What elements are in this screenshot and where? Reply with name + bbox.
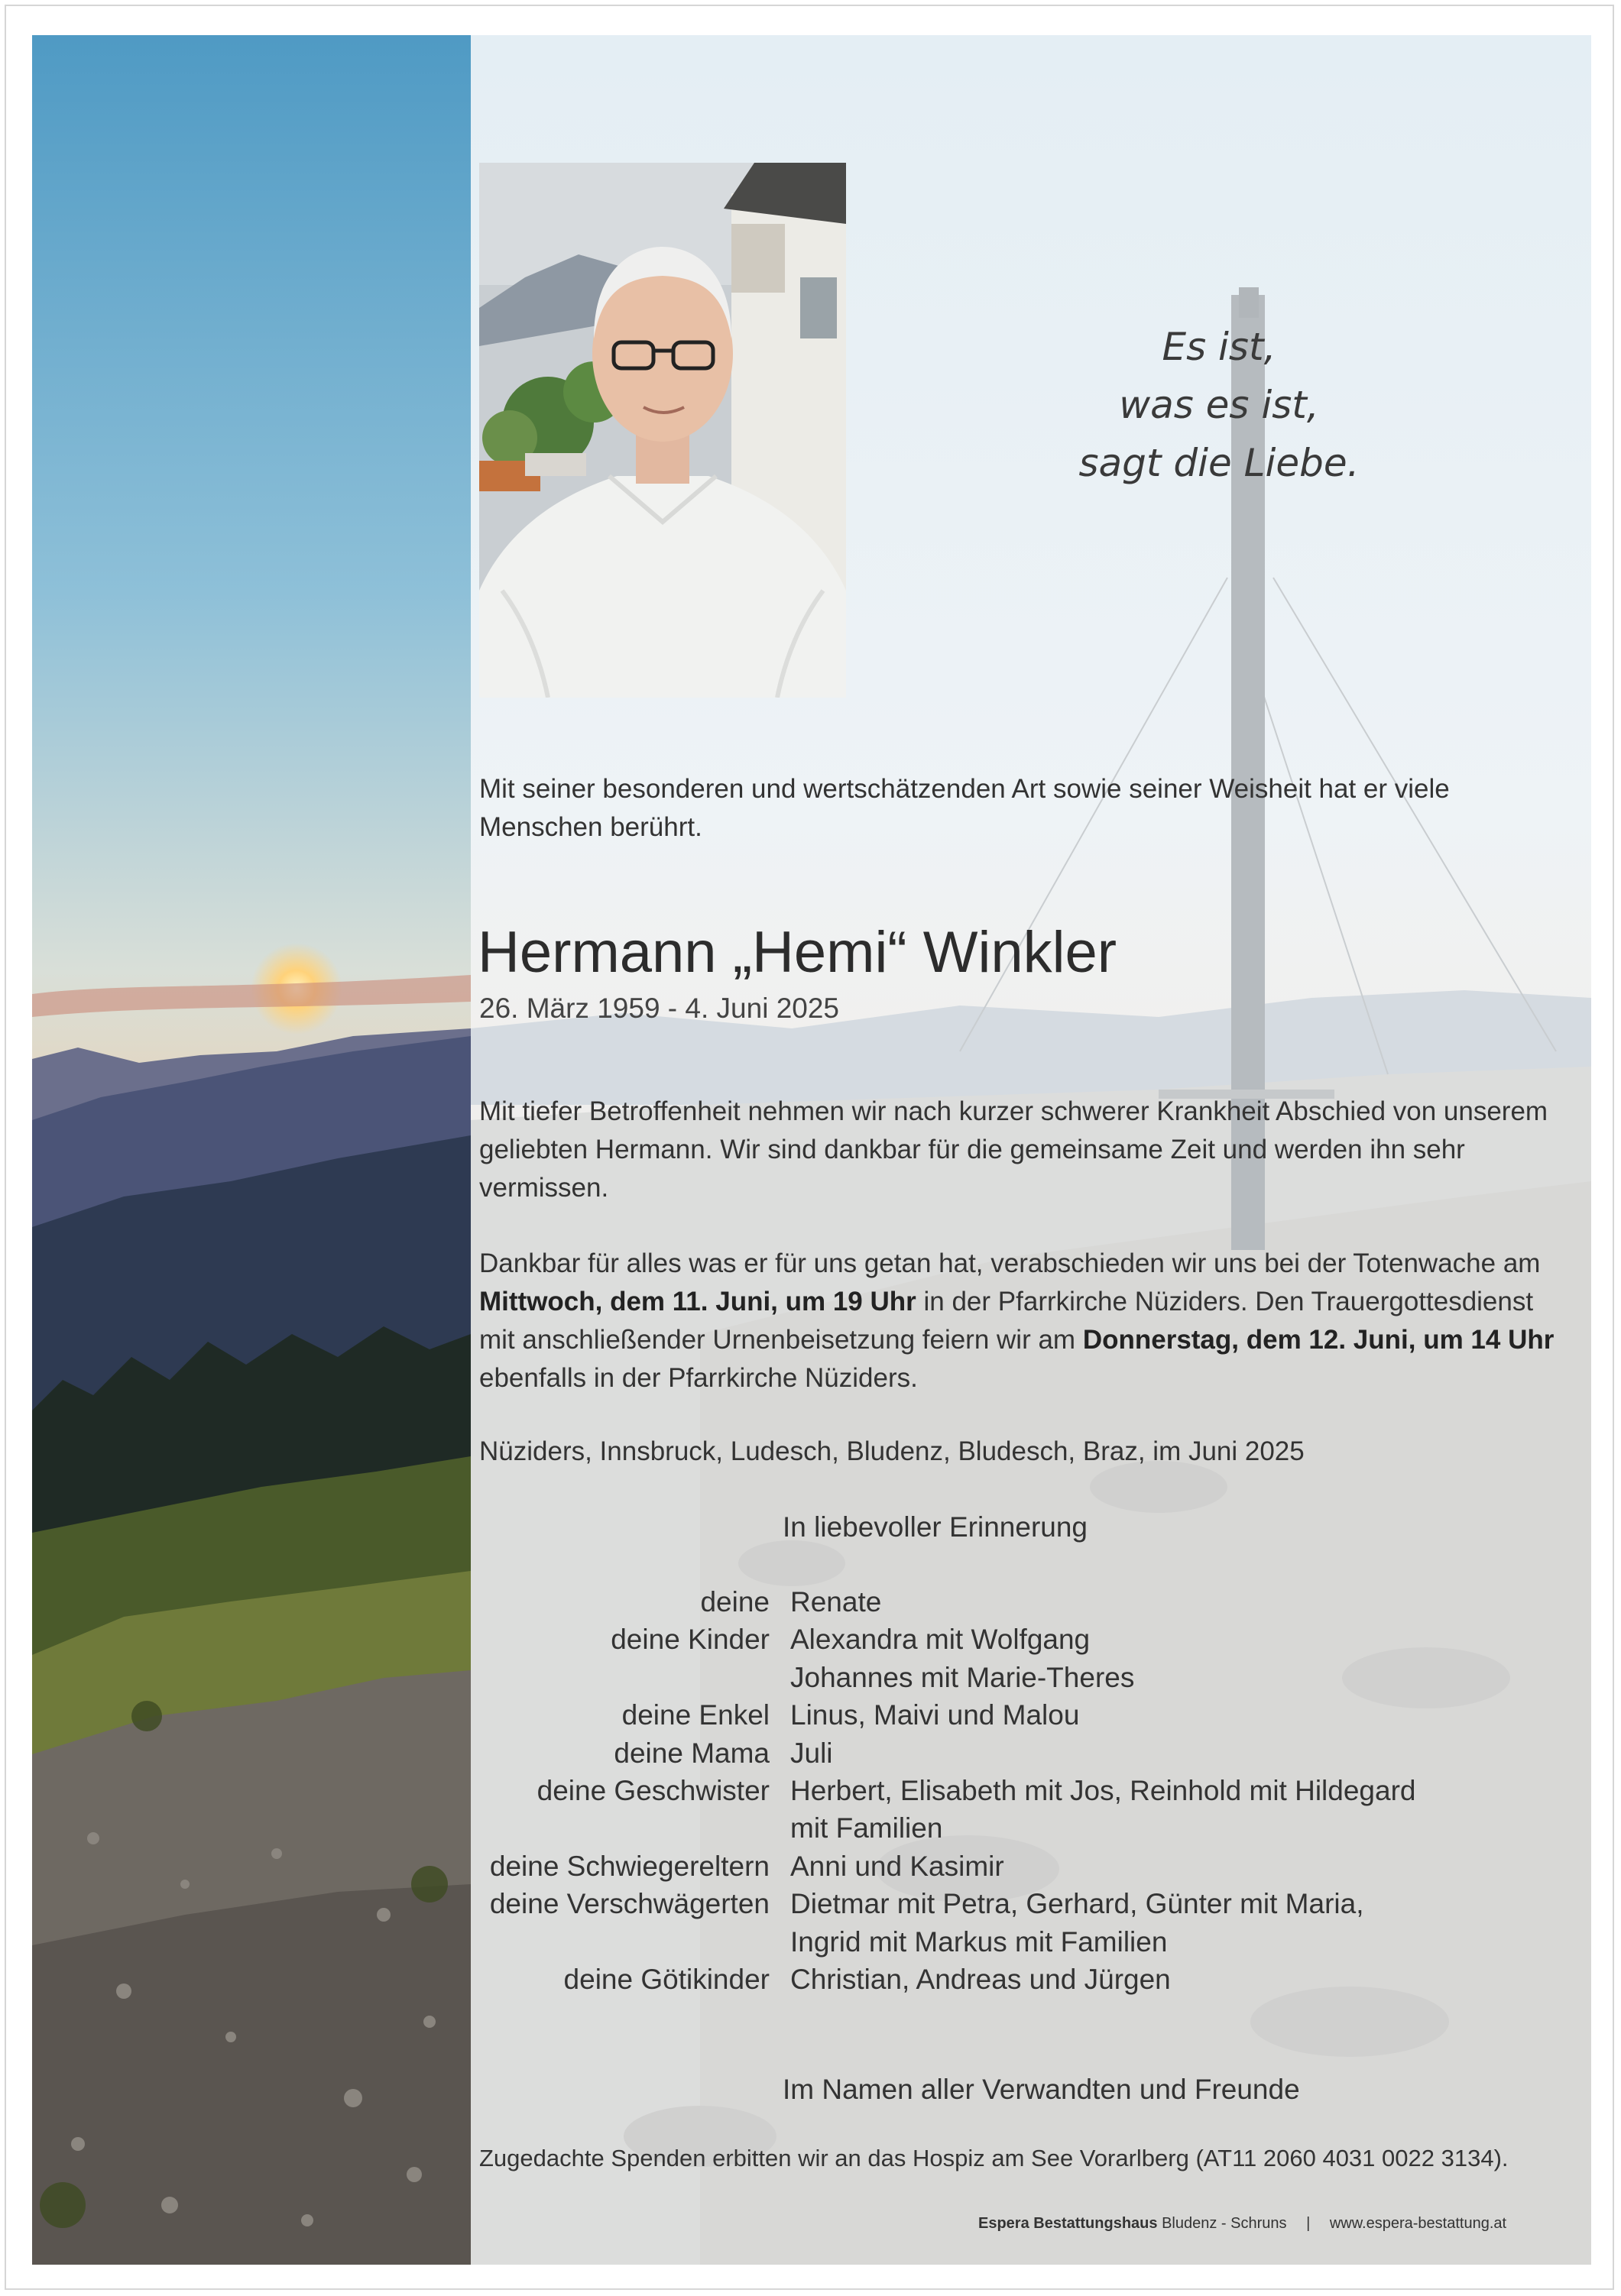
family-name-line: Johannes mit Marie-Theres (790, 1661, 1135, 1693)
family-row (479, 1734, 1564, 1772)
family-relation: deine Mama (614, 1737, 770, 1769)
closing-line: Im Namen aller Verwandten und Freunde (783, 2074, 1300, 2105)
funeral-home-website[interactable]: www.espera-bestattung.at (1329, 2215, 1507, 2232)
places-and-date: Nüziders, Innsbruck, Ludesch, Bludenz, Bludesch, Braz, im Juni 2025 (479, 1436, 1305, 1466)
service-text: ebenfalls in der Pfarrkirche Nüziders. (479, 1363, 918, 1393)
announcement-paragraph: Mit tiefer Betroffenheit nehmen wir nach kurzer schwerer Krankheit Abschied von unserem geliebten Hermann. Wir sind dankbar für die gemeinsame Zeit und werden ihn sehr vermissen. (479, 1096, 1548, 1203)
family-relation: deine Verschwägerten (489, 1888, 770, 1920)
family-name-line: Alexandra mit Wolfgang (790, 1624, 1091, 1656)
sunset-landscape-image (32, 35, 471, 2265)
family-row (479, 1772, 1564, 1847)
remembrance-heading: In liebevoller Erinnerung (783, 1511, 1088, 1543)
life-dates: 26. März 1959 - 4. Juni 2025 (479, 993, 840, 1024)
family-row (479, 1583, 1564, 1621)
family-name-line: Anni und Kasimir (790, 1850, 1004, 1882)
family-names (790, 1847, 1564, 1885)
family-names (790, 1621, 1564, 1696)
portrait-photo (479, 163, 846, 698)
quote-line: Es ist, (1162, 325, 1276, 369)
quote-line: was es ist, (1119, 383, 1319, 427)
quote (944, 318, 1494, 492)
family-name-line: Herbert, Elisabeth mit Jos, Reinhold mit Hildegard (790, 1775, 1416, 1807)
family-names (790, 1885, 1564, 1961)
family-names (790, 1772, 1564, 1847)
family-relation: deine Geschwister (537, 1775, 770, 1807)
family-names (790, 1696, 1564, 1734)
family-row (479, 1885, 1564, 1961)
family-name-line: Dietmar mit Petra, Gerhard, Günter mit Maria, (790, 1888, 1364, 1920)
family-name-line: mit Familien (790, 1812, 943, 1844)
service-text: Dankbar für alles was er für uns getan hat, verabschieden wir uns bei der Totenwache am (479, 1248, 1541, 1278)
family-list (479, 1583, 1564, 1998)
family-row (479, 1847, 1564, 1885)
family-name-line: Christian, Andreas und Jürgen (790, 1964, 1171, 1996)
funeral-datetime: Donnerstag, dem 12. Juni, um 14 Uhr (1082, 1325, 1555, 1355)
deceased-name: Hermann „Hemi“ Winkler (478, 920, 1117, 985)
family-row (479, 1621, 1564, 1696)
donation-note: Zugedachte Spenden erbitten wir an das Hospiz am See Vorarlberg (AT11 2060 4031 0022 3134). (479, 2145, 1509, 2171)
service-text: in der Pfarrkirche Nüziders. Den Trauergottesdienst mit anschließender Urnenbeisetzung feiern wir am (479, 1287, 1534, 1355)
family-relation: deine Kinder (611, 1624, 770, 1656)
family-relation: deine Schwiegereltern (489, 1850, 770, 1882)
family-relation: deine Enkel (621, 1699, 770, 1731)
intro-text: Mit seiner besonderen und wertschätzenden Art sowie seiner Weisheit hat er viele Menschen berührt. (479, 774, 1450, 842)
service-details-paragraph (479, 1245, 1564, 1397)
quote-line: sagt die Liebe. (1078, 441, 1360, 485)
footer-separator: | (1306, 2215, 1311, 2232)
funeral-home-name: Espera Bestattungshaus (978, 2215, 1158, 2232)
family-name-line: Juli (790, 1737, 833, 1769)
family-name-line: Ingrid mit Markus mit Familien (790, 1925, 1168, 1958)
wake-datetime: Mittwoch, dem 11. Juni, um 19 Uhr (479, 1287, 916, 1316)
funeral-home-location: Bludenz - Schruns (1162, 2215, 1287, 2232)
family-names (790, 1734, 1564, 1772)
family-relation: deine Götikinder (563, 1964, 770, 1996)
footer (978, 2213, 1506, 2234)
family-name-line: Linus, Maivi und Malou (790, 1699, 1080, 1731)
family-names (790, 1961, 1564, 1998)
family-names (790, 1583, 1564, 1621)
family-name-line: Renate (790, 1586, 882, 1618)
family-row (479, 1696, 1564, 1734)
family-relation: deine (700, 1586, 770, 1618)
family-row (479, 1961, 1564, 1998)
